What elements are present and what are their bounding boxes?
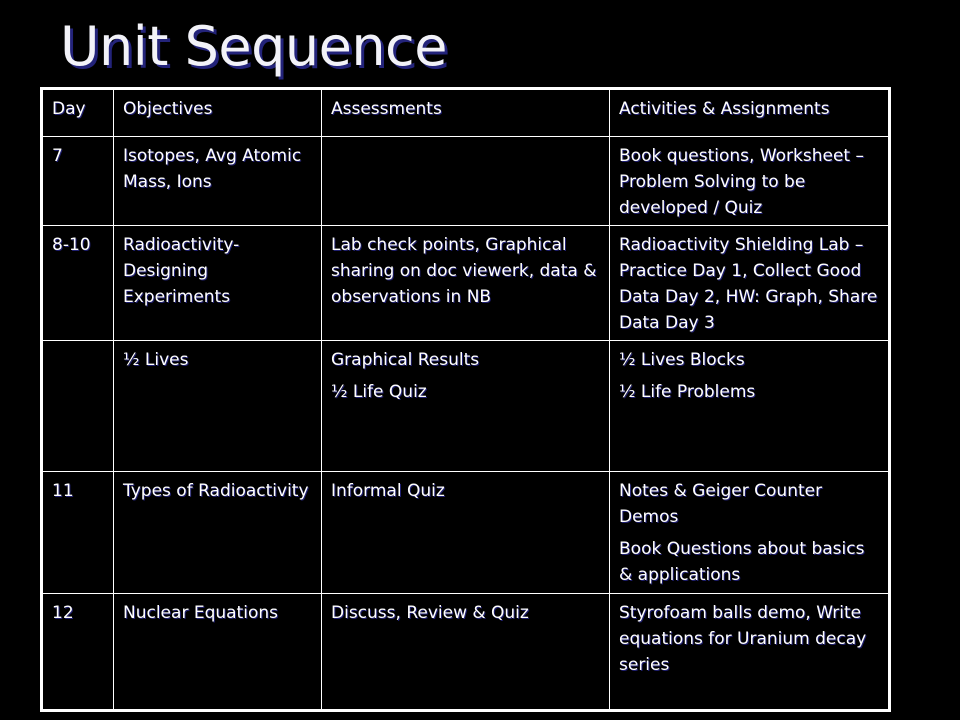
activity-text: Radioactivity Shielding Lab – Practice Day 1, Collect Good Data Day 2, HW: Graph, Share Data Day 3 [619,235,878,333]
activity-text: ½ Life Problems [619,382,756,402]
assessment-text: ½ Life Quiz [331,382,427,402]
objectives-cell [114,137,322,226]
header-day: Day [42,89,114,137]
header-objectives: Objectives [114,89,322,137]
table-row [42,594,890,711]
activity-text: Book Questions about basics & applications [619,539,865,585]
activities-cell [610,137,890,226]
assessments-cell [322,341,610,472]
assessments-cell [322,226,610,341]
day-cell [42,341,114,472]
activities-cell [610,226,890,341]
table-row [42,226,890,341]
activities-cell [610,341,890,472]
assessment-text: Lab check points, Graphical sharing on doc viewerk, data & observations in NB [331,235,597,307]
day-cell: 12 [42,594,114,711]
table-row [42,472,890,594]
objectives-cell [114,594,322,711]
day-cell: 8-10 [42,226,114,341]
objective-text: Radioactivity-Designing Experiments [123,235,240,307]
objectives-cell [114,472,322,594]
table-header-row [42,89,890,137]
assessments-cell [322,472,610,594]
objective-text: ½ Lives [123,350,189,370]
header-assessments: Assessments [322,89,610,137]
objectives-cell [114,341,322,472]
table-row [42,341,890,472]
assessment-text: Graphical Results [331,350,480,370]
day-cell: 7 [42,137,114,226]
table-row [42,137,890,226]
objectives-cell [114,226,322,341]
activities-cell [610,472,890,594]
assessments-cell [322,594,610,711]
activities-cell [610,594,890,711]
day-cell: 11 [42,472,114,594]
activity-text: ½ Lives Blocks [619,350,745,370]
assessment-text: Informal Quiz [331,481,445,501]
activity-text: Styrofoam balls demo, Write equations for Uranium decay series [619,603,867,675]
slide-title: Unit Sequence [60,15,447,78]
activity-text: Book questions, Worksheet – Problem Solving to be developed / Quiz [619,146,864,218]
header-activities: Activities & Assignments [610,89,890,137]
objective-text: Isotopes, Avg Atomic Mass, Ions [123,146,302,192]
activity-text: Notes & Geiger Counter Demos [619,481,823,527]
unit-sequence-table [40,87,891,712]
objective-text: Nuclear Equations [123,603,278,623]
objective-text: Types of Radioactivity [123,481,309,501]
assessment-text: Discuss, Review & Quiz [331,603,529,623]
assessments-cell [322,137,610,226]
